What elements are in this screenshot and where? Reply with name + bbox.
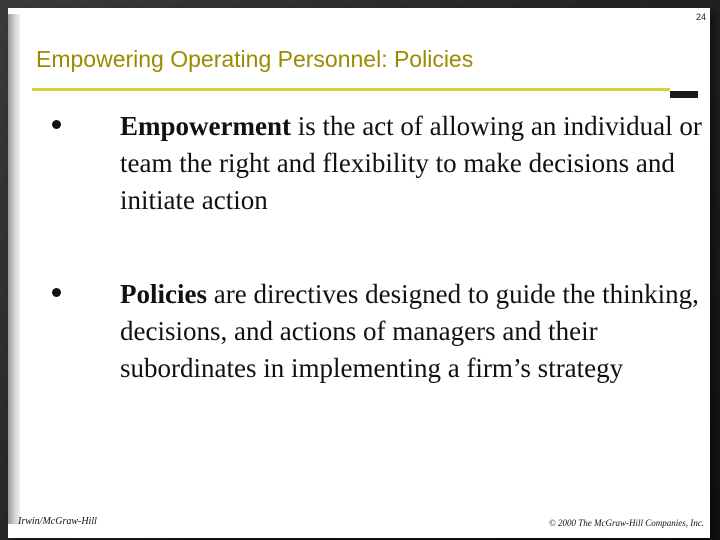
bullet-dot-icon [52,120,61,129]
footer-copyright: © 2000 The McGraw-Hill Companies, Inc. [548,518,704,528]
bullet-term: Empowerment [120,111,291,141]
bullet-term: Policies [120,279,207,309]
title-underline-accent [670,91,698,98]
title-underline [32,88,670,91]
bullet-definition: is the act of allowing an individual or team the right and flexibility to make decisions and initiate action [120,111,702,215]
left-decorative-bar [8,14,20,524]
bullet-text [120,276,720,387]
page-number: 24 [695,12,706,22]
footer-publisher: Irwin/McGraw-Hill [18,516,97,527]
bullet-dot-icon [52,288,61,297]
slide-title: Empowering Operating Personnel: Policies [36,46,474,72]
bullet-definition: are directives designed to guide the thinking, decisions, and actions of managers and their subordinates in implementing a firm’s strategy [120,279,699,383]
bullet-text [120,108,720,219]
